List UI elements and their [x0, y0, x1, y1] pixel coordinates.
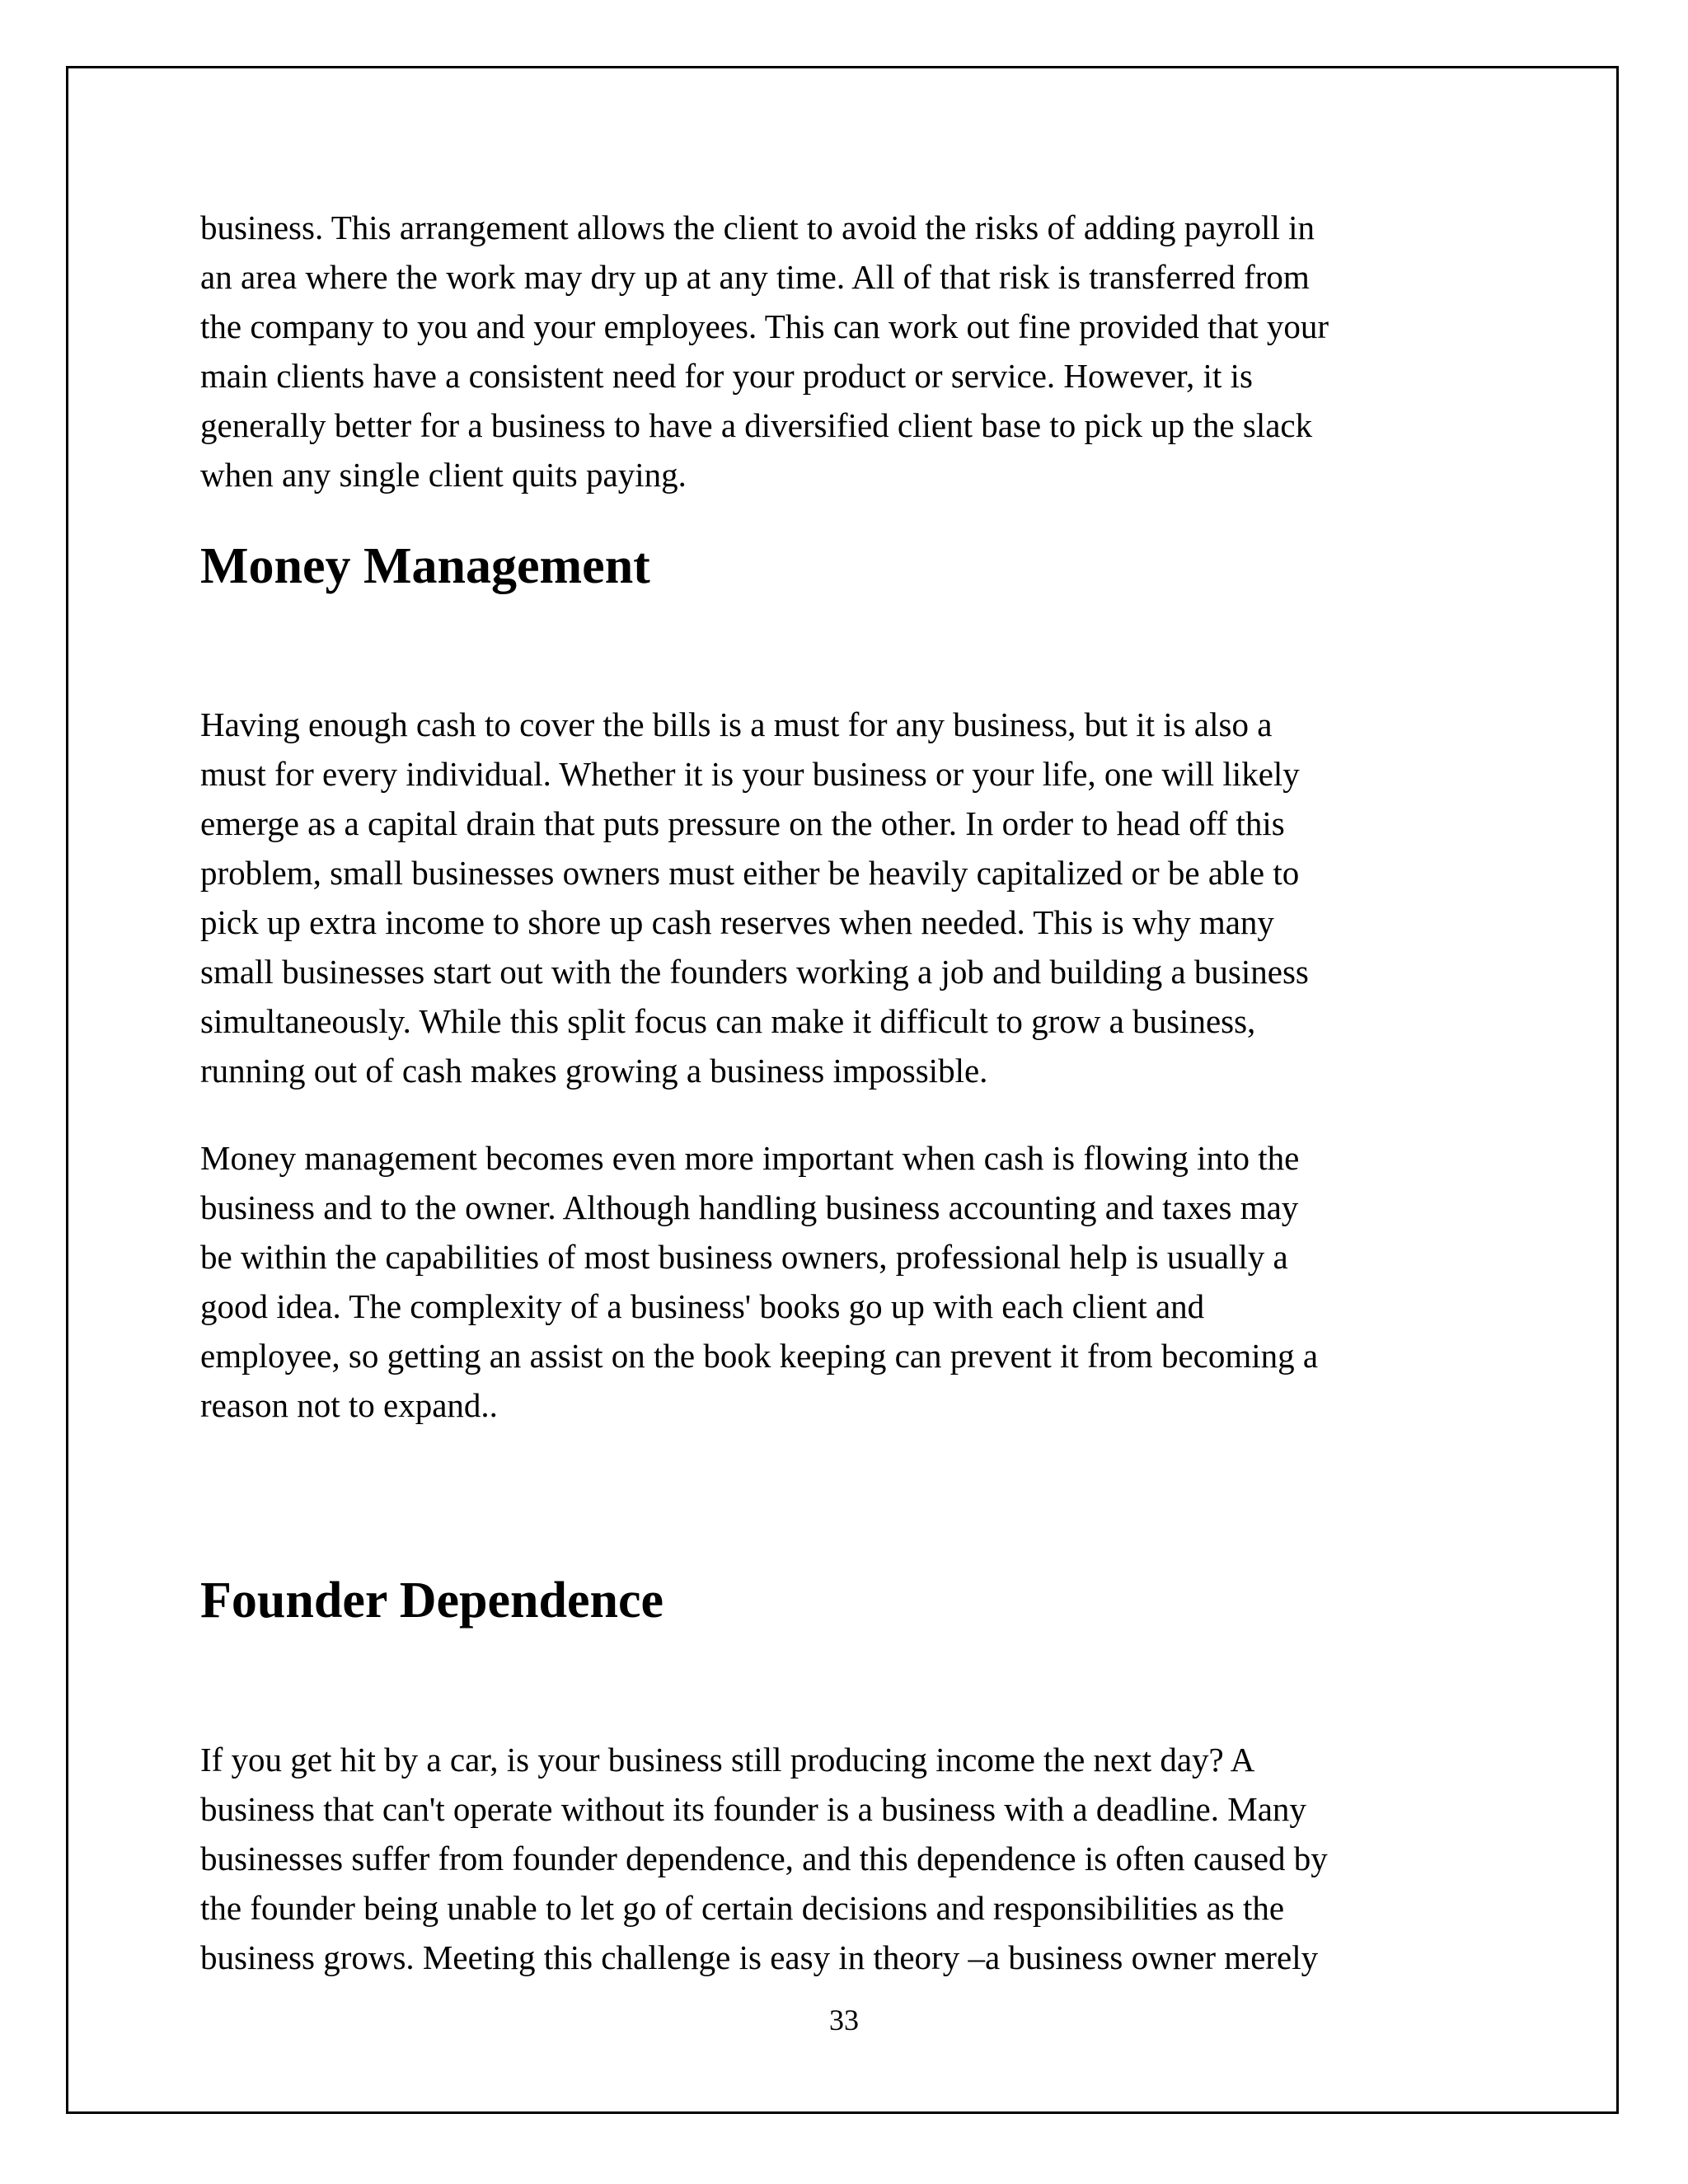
intro-paragraph	[200, 203, 1519, 499]
heading-founder-dependence: Founder Dependence	[200, 1572, 664, 1629]
page-number: 33	[829, 2004, 859, 2036]
text-line: problem, small businesses owners must either be heavily capitalized or be able to	[200, 854, 1300, 892]
text-line: pick up extra income to shore up cash reserves when needed. This is why many	[200, 903, 1274, 941]
heading-money-management: Money Management	[200, 538, 650, 594]
text-line: the company to you and your employees. This can work out fine provided that your	[200, 307, 1329, 345]
text-line: when any single client quits paying.	[200, 456, 687, 494]
text-line: business and to the owner. Although handling business accounting and taxes may	[200, 1188, 1299, 1226]
text-line: emerge as a capital drain that puts pressure on the other. In order to head off this	[200, 804, 1285, 842]
text-line: business that can't operate without its founder is a business with a deadline. Many	[200, 1790, 1306, 1828]
text-line: small businesses start out with the founders working a job and building a business	[200, 953, 1309, 991]
text-line: business. This arrangement allows the client to avoid the risks of adding payroll in	[200, 209, 1315, 246]
text-line: good idea. The complexity of a business' books go up with each client and	[200, 1287, 1205, 1325]
page-content	[200, 203, 1519, 1982]
text-line: must for every individual. Whether it is your business or your life, one will likely	[200, 755, 1300, 793]
text-line: be within the capabilities of most business owners, professional help is usually a	[200, 1238, 1288, 1276]
text-line: If you get hit by a car, is your business still producing income the next day? A	[200, 1741, 1255, 1779]
text-line: businesses suffer from founder dependence, and this dependence is often caused by	[200, 1840, 1328, 1877]
money-management-paragraph-2	[200, 1133, 1519, 1430]
founder-dependence-paragraph-1	[200, 1735, 1519, 1982]
text-line: running out of cash makes growing a business impossible.	[200, 1052, 988, 1090]
text-line: employee, so getting an assist on the book keeping can prevent it from becoming a	[200, 1337, 1319, 1375]
text-line: Money management becomes even more important when cash is flowing into the	[200, 1139, 1300, 1177]
text-line: the founder being unable to let go of certain decisions and responsibilities as the	[200, 1889, 1285, 1927]
text-line: generally better for a business to have a diversified client base to pick up the slack	[200, 406, 1313, 444]
money-management-paragraph-1	[200, 700, 1519, 1095]
text-line: simultaneously. While this split focus can make it difficult to grow a business,	[200, 1002, 1256, 1040]
text-line: business grows. Meeting this challenge is easy in theory –a business owner merely	[200, 1938, 1319, 1976]
text-line: reason not to expand..	[200, 1386, 498, 1424]
text-line: Having enough cash to cover the bills is a must for any business, but it is also a	[200, 705, 1273, 743]
text-line: an area where the work may dry up at any time. All of that risk is transferred from	[200, 258, 1310, 296]
text-line: main clients have a consistent need for your product or service. However, it is	[200, 357, 1253, 395]
